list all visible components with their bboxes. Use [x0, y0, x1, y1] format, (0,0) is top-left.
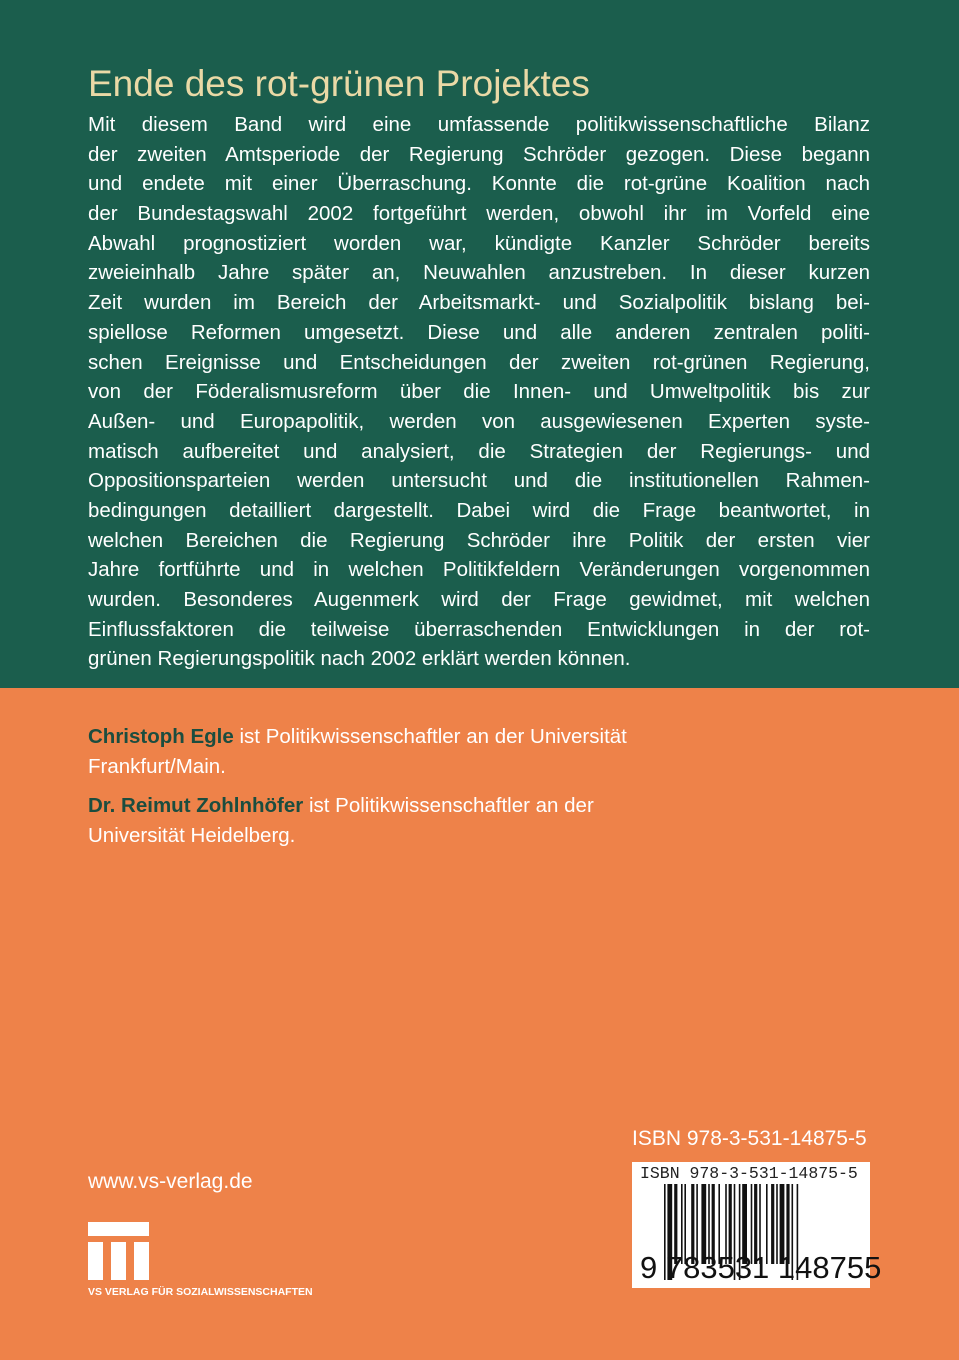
- blurb-line: Oppositionsparteien werden untersucht und die institutionellen Rahmen-: [88, 469, 870, 493]
- blurb-line: welchen Bereichen die Regierung Schröder ihre Politik der ersten vier: [88, 528, 870, 552]
- blurb-line: bedingungen detailliert dargestellt. Dabei wird die Frage beantwortet, in: [88, 498, 870, 522]
- author-bio: [88, 722, 788, 782]
- blurb-line: schen Ereignisse und Entscheidungen der zweiten rot-grünen Regierung,: [88, 350, 870, 374]
- barcode-digits: 9 783531 148755: [640, 1250, 882, 1285]
- blurb-line: Außen- und Europapolitik, werden von ausgewiesenen Experten syste-: [88, 409, 870, 433]
- vs-verlag-logo-icon: [88, 1222, 150, 1280]
- blurb-line: von der Föderalismusreform über die Innen- und Umweltpolitik bis zur: [88, 380, 870, 404]
- blurb-line: Mit diesem Band wird eine umfassende politikwissenschaftliche Bilanz: [88, 113, 870, 136]
- blurb-line: zweieinhalb Jahre später an, Neuwahlen anzustreben. In dieser kurzen: [88, 261, 870, 285]
- isbn-label: ISBN 978-3-531-14875-5: [632, 1127, 867, 1150]
- author-desc: ist Politikwissenschaftler an der: [303, 794, 594, 817]
- author-bios: [88, 722, 788, 860]
- blurb-line: grünen Regierungspolitik nach 2002 erklärt werden können.: [88, 647, 631, 671]
- author-name: Dr. Reimut Zohlnhöfer: [88, 794, 304, 817]
- blurb-line: Einflussfaktoren die teilweise überraschenden Entwicklungen in der rot-: [88, 617, 870, 641]
- blurb-line: Jahre fortführte und in welchen Politikfeldern Veränderungen vorgenommen: [88, 558, 870, 582]
- blurb-text: [88, 110, 870, 674]
- website-link[interactable]: www.vs-verlag.de: [88, 1170, 253, 1193]
- barcode: [632, 1162, 882, 1288]
- author-desc: ist Politikwissenschaftler an der Universität: [233, 725, 627, 748]
- author-name: Christoph Egle: [88, 725, 234, 748]
- blurb-line: der Bundestagswahl 2002 fortgeführt werden, obwohl ihr im Vorfeld eine: [88, 202, 870, 226]
- author-desc: Universität Heidelberg.: [88, 824, 296, 847]
- blurb-line: wurden. Besonderes Augenmerk wird der Frage gewidmet, mit welchen: [88, 588, 870, 611]
- blurb-line: Abwahl prognostiziert worden war, kündigte Kanzler Schröder bereits: [88, 231, 870, 255]
- blurb-line: spiellose Reformen umgesetzt. Diese und alle anderen zentralen politi-: [88, 320, 870, 344]
- publisher-name: VS VERLAG FÜR SOZIALWISSENSCHAFTEN: [88, 1286, 313, 1298]
- blurb-line: matisch aufbereitet und analysiert, die Strategien der Regierungs- und: [88, 439, 870, 463]
- blurb-line: und endete mit einer Überraschung. Konnte die rot-grüne Koalition nach: [88, 172, 870, 196]
- author-bio: [88, 791, 788, 851]
- barcode-isbn-text: ISBN 978-3-531-14875-5: [640, 1164, 858, 1183]
- book-title: Ende des rot-grünen Projektes: [88, 62, 590, 104]
- blurb-line: der zweiten Amtsperiode der Regierung Schröder gezogen. Diese begann: [88, 142, 870, 166]
- blurb-line: Zeit wurden im Bereich der Arbeitsmarkt- und Sozialpolitik bislang bei-: [88, 291, 870, 315]
- author-desc: Frankfurt/Main.: [88, 755, 226, 778]
